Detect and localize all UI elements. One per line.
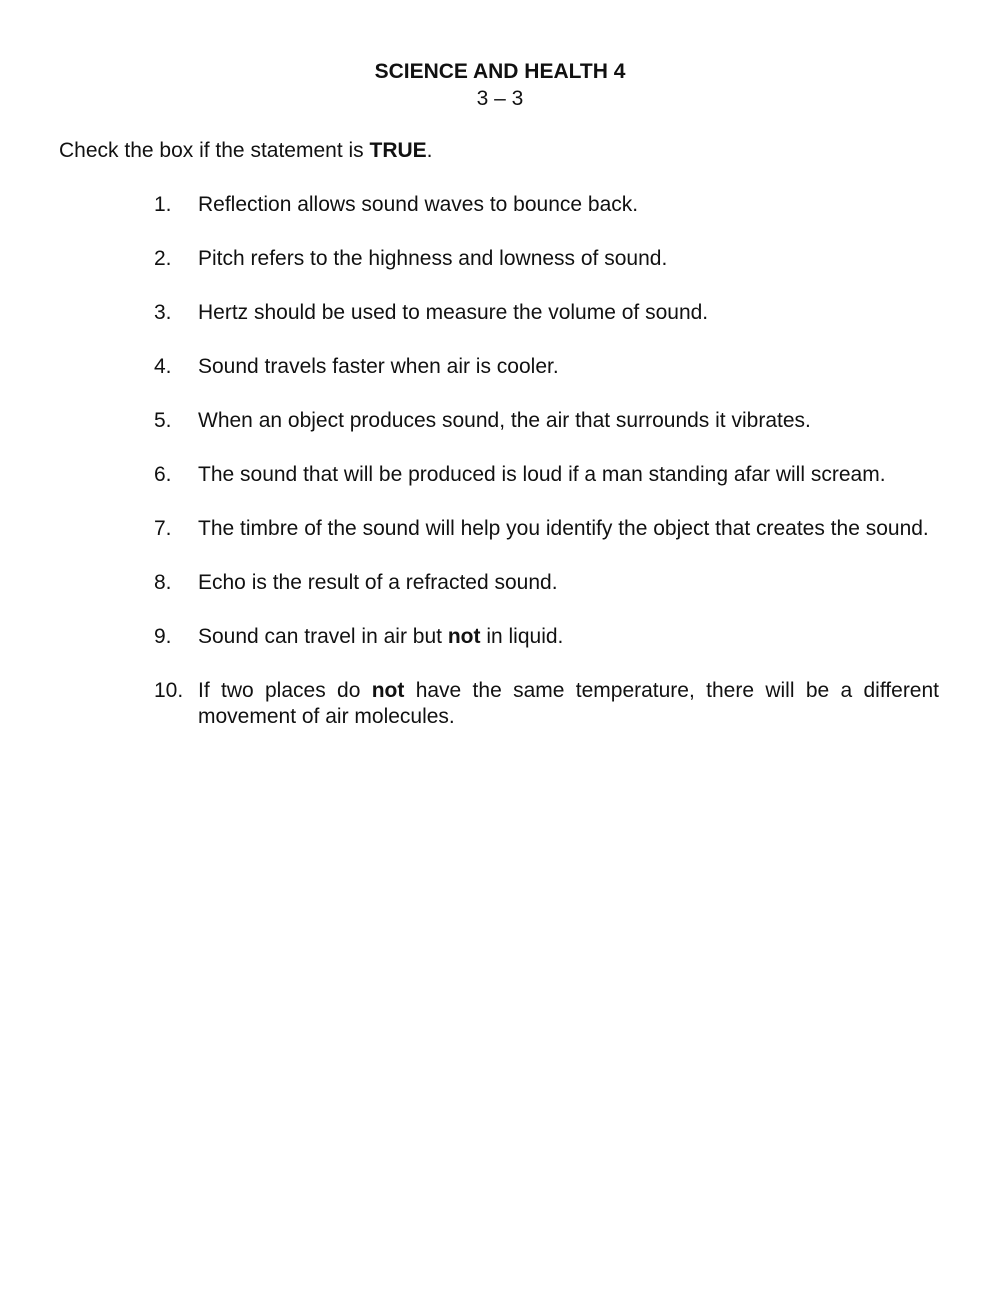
statement-number: 2.: [154, 247, 172, 270]
statement-text: Reflection allows sound waves to bounce back.: [198, 193, 639, 216]
statement-text: Sound can travel in air but not in liquid.: [198, 625, 564, 648]
statement-number: 8.: [154, 571, 172, 594]
instructions-suffix: .: [426, 139, 433, 162]
statement-number: 1.: [154, 193, 172, 216]
statement-list: [0, 192, 1000, 758]
statement-number: 10.: [154, 679, 184, 702]
statement-item: [0, 192, 1000, 218]
page-subtitle: 3 – 3: [476, 87, 524, 110]
statement-item: [0, 624, 1000, 650]
statement-item: [0, 462, 1000, 488]
statement-item: [0, 678, 1000, 730]
statement-text: Hertz should be used to measure the volume of sound.: [198, 301, 709, 324]
statement-number: 4.: [154, 355, 172, 378]
statement-item: [0, 354, 1000, 380]
statement-number: 7.: [154, 517, 172, 540]
statement-number: 5.: [154, 409, 172, 432]
statement-text: Sound travels faster when air is cooler.: [198, 355, 559, 378]
statement-text: The timbre of the sound will help you identify the object that creates the sound.: [198, 517, 929, 540]
statement-item: [0, 300, 1000, 326]
statement-number: 6.: [154, 463, 172, 486]
instructions-emphasis: TRUE: [369, 139, 427, 162]
statement-text: Echo is the result of a refracted sound.: [198, 571, 558, 594]
statement-number: 3.: [154, 301, 172, 324]
statement-text: If two places do not have the same temperature, there will be a different movement of air molecules.: [198, 679, 940, 728]
statement-text: Pitch refers to the highness and lowness of sound.: [198, 247, 668, 270]
statement-item: [0, 246, 1000, 272]
statement-text: When an object produces sound, the air that surrounds it vibrates.: [198, 409, 811, 432]
statement-item: [0, 516, 1000, 542]
statement-item: [0, 408, 1000, 434]
statement-item: [0, 570, 1000, 596]
page-title: SCIENCE AND HEALTH 4: [374, 60, 626, 83]
instructions: [59, 139, 433, 163]
instructions-prefix: Check the box if the statement is: [59, 139, 370, 162]
statement-text: The sound that will be produced is loud if a man standing afar will scream.: [198, 463, 886, 486]
statement-number: 9.: [154, 625, 172, 648]
